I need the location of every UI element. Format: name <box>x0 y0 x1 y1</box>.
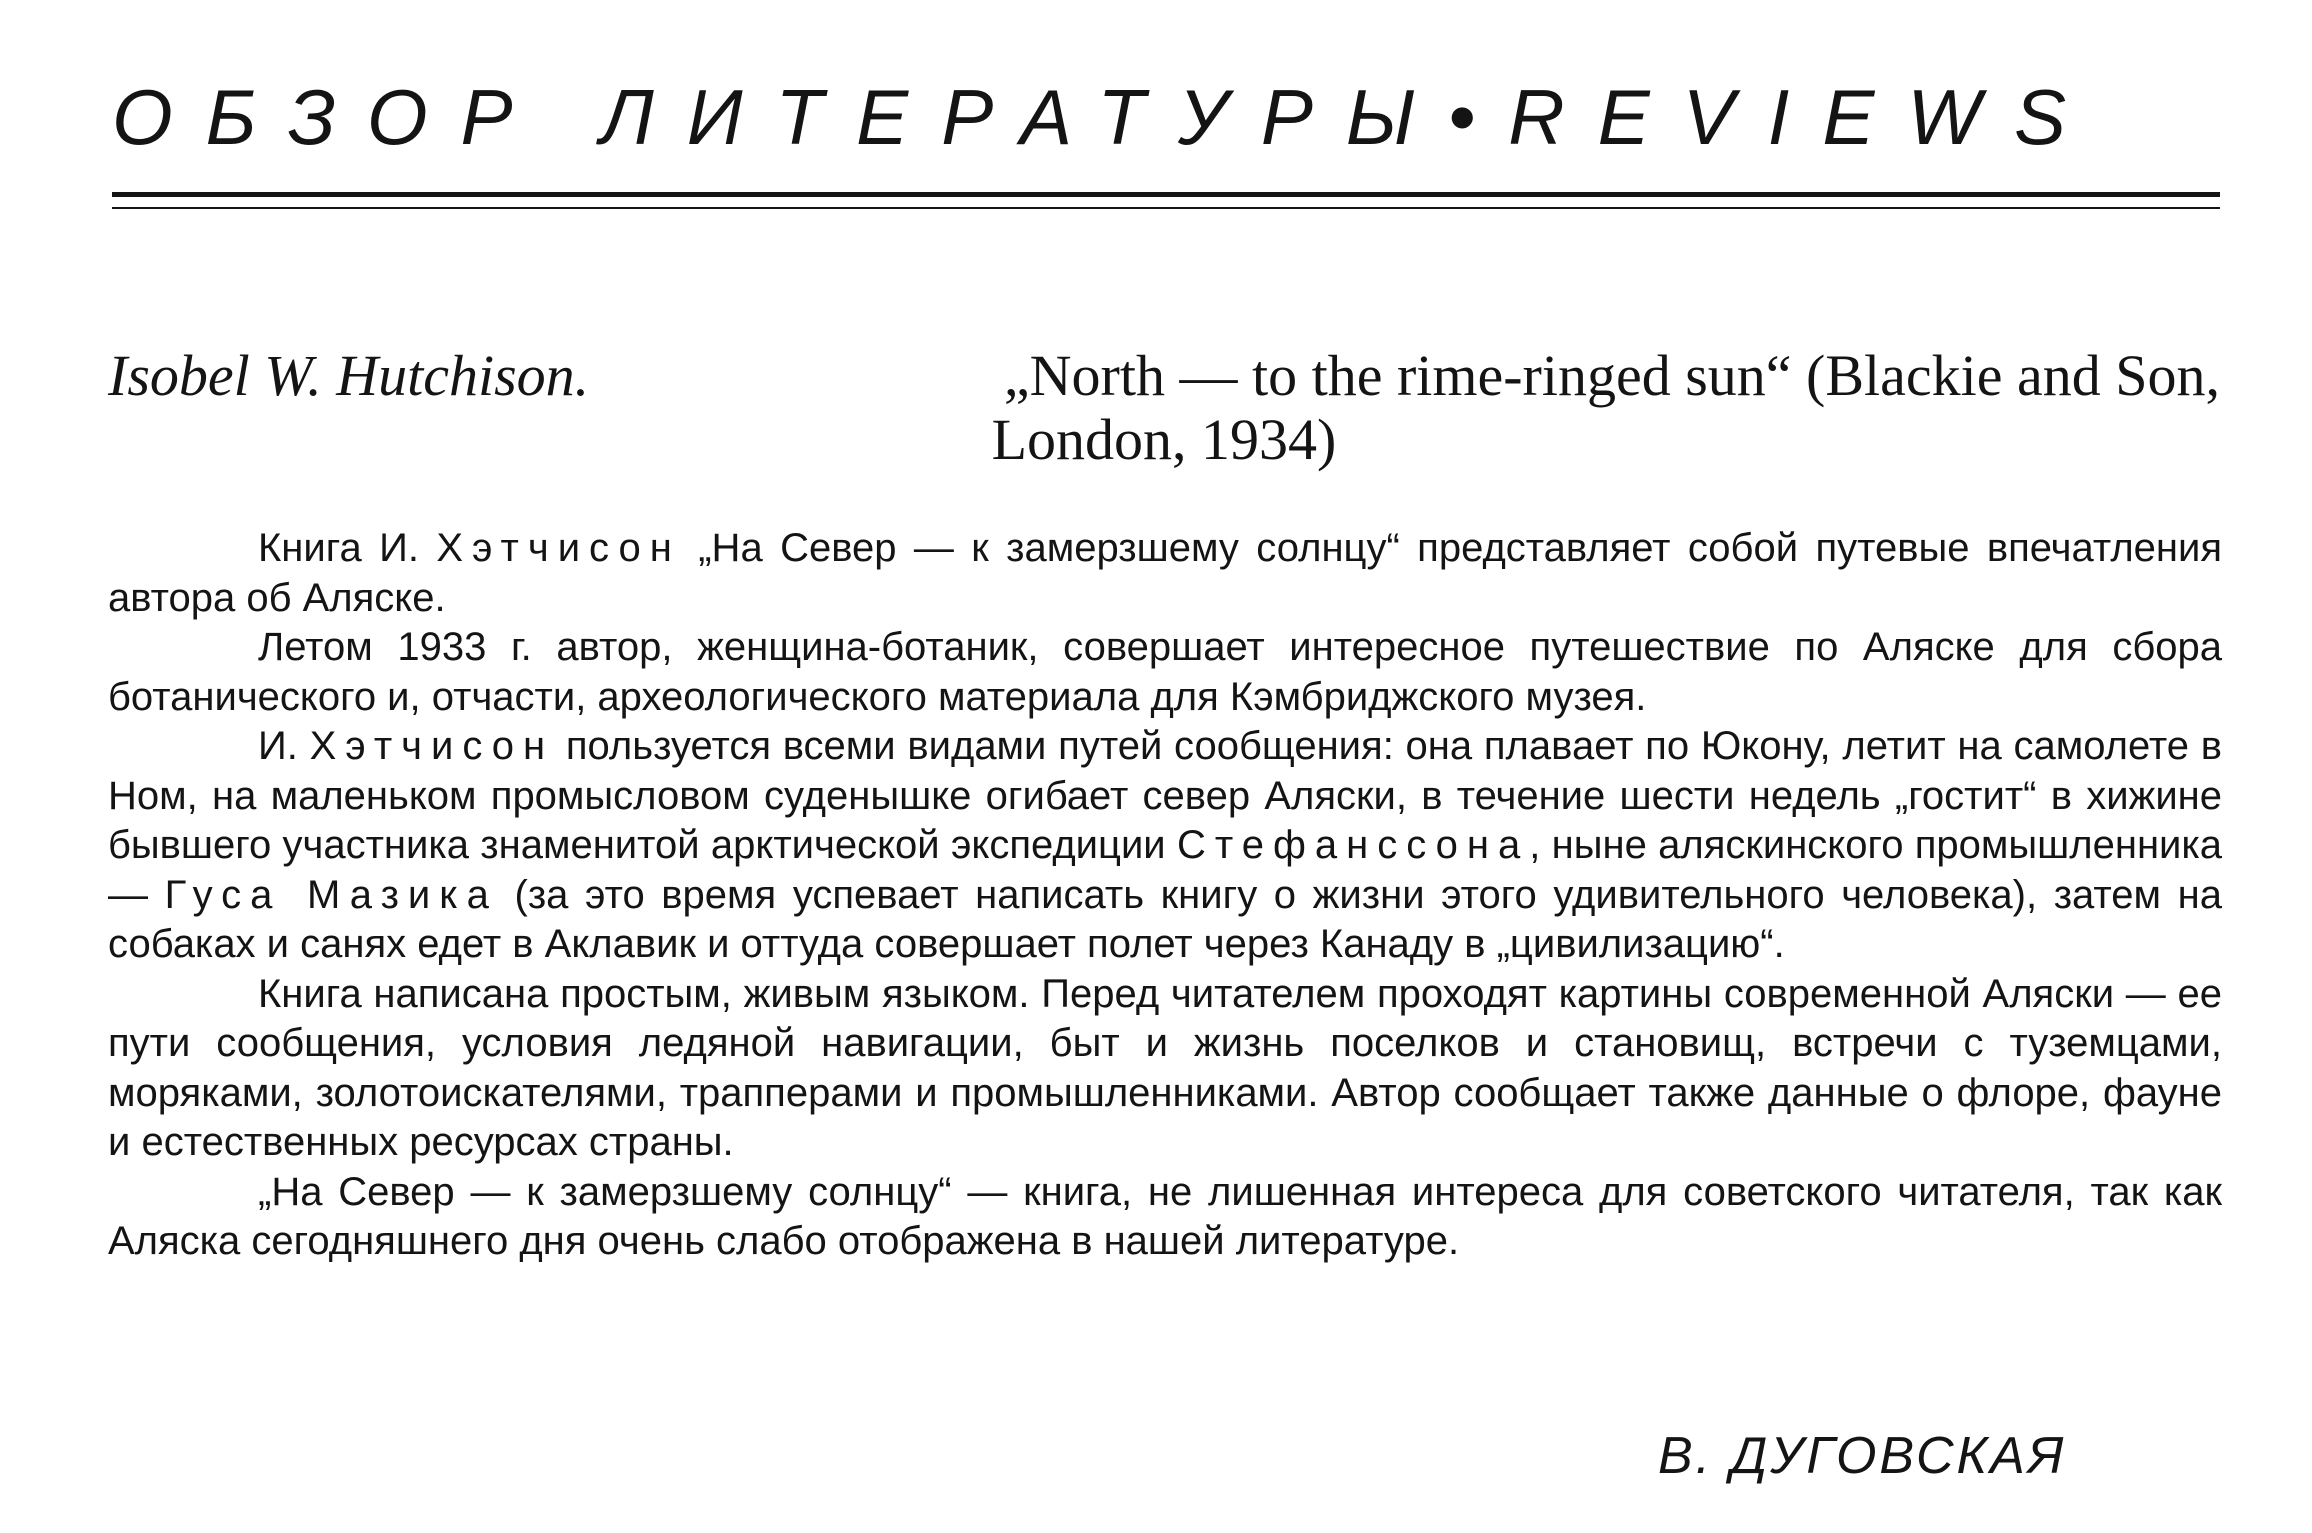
book-author: Isobel W. Hutchison. <box>108 343 590 408</box>
reviewer-signature: В. ДУГОВСКАЯ <box>1658 1427 2067 1485</box>
text-run: , ныне аляскинского промышленника — <box>108 823 2222 917</box>
review-paragraph-5: „На Север — к замерзшему солнцу“ — книга, не лишенная интереса для советского читателя, так как Аляска сегодняшнего дня очень слабо отображена в нашей литературе. <box>108 1169 2222 1263</box>
text-run: (за это время успевает написать книгу о жизни этого удивительного человека), затем на собаках и санях едет в Аклавик и оттуда совершает полет через Канаду в „цивилизацию“. <box>108 872 2222 966</box>
text-run: пользуется всеми видами путей сообщения: она плавает по Юкону, летит на самолете в Ном, на маленьком промысловом суденышке огибает север Аляски, в течение шести недель „гостит“ в хижине бывшего участника знаменитой арктической экспедиции <box>108 724 2222 867</box>
review-paragraph-4: Книга написана простым, живым языком. Перед читателем проходят картины современной Аляски — ее пути сообщения, условия ледяной навигации, быт и жизнь поселков и становищ, встречи с туземцами, моряками, золотоискателями, трапперами и промышленниками. Автор сообщает также данные о флоре, фауне и естественных ресурсах страны. <box>108 971 2222 1164</box>
text-run: „На Север — к замерзшему солнцу“ представляет собой путевые впечатления автора об Аляске. <box>108 526 2223 620</box>
review-body <box>108 524 2222 1267</box>
spaced-name: Хэтчисон <box>309 724 555 768</box>
review-paragraph-1 <box>108 524 2222 623</box>
citation-line-2: London, 1934) <box>991 407 1337 472</box>
book-title-publisher: „North — to the rime-ringed sun“ (Blackie and Son, <box>1003 343 2220 408</box>
review-paragraph-3 <box>108 722 2222 970</box>
citation-line-1 <box>108 344 2220 408</box>
spaced-name: Гуса Мазика <box>164 872 498 917</box>
text-run: И. <box>258 724 310 768</box>
text-run: Книга И. <box>258 526 437 570</box>
book-citation <box>108 344 2220 472</box>
spaced-name: Хэтчисон <box>436 526 681 570</box>
review-paragraph-2: Летом 1933 г. автор, женщина-ботаник, совершает интересное путешествие по Аляске для сбора ботанического и, отчасти, археологического материала для Кэмбриджского музея. <box>108 625 2222 719</box>
section-header-title: ОБЗОР ЛИТЕРАТУРЫ•REVIEWS <box>112 73 2100 161</box>
spaced-name: Стефанссона <box>1176 823 1530 867</box>
header-rule-thin <box>112 207 2220 209</box>
header-rule-thick <box>112 192 2220 197</box>
